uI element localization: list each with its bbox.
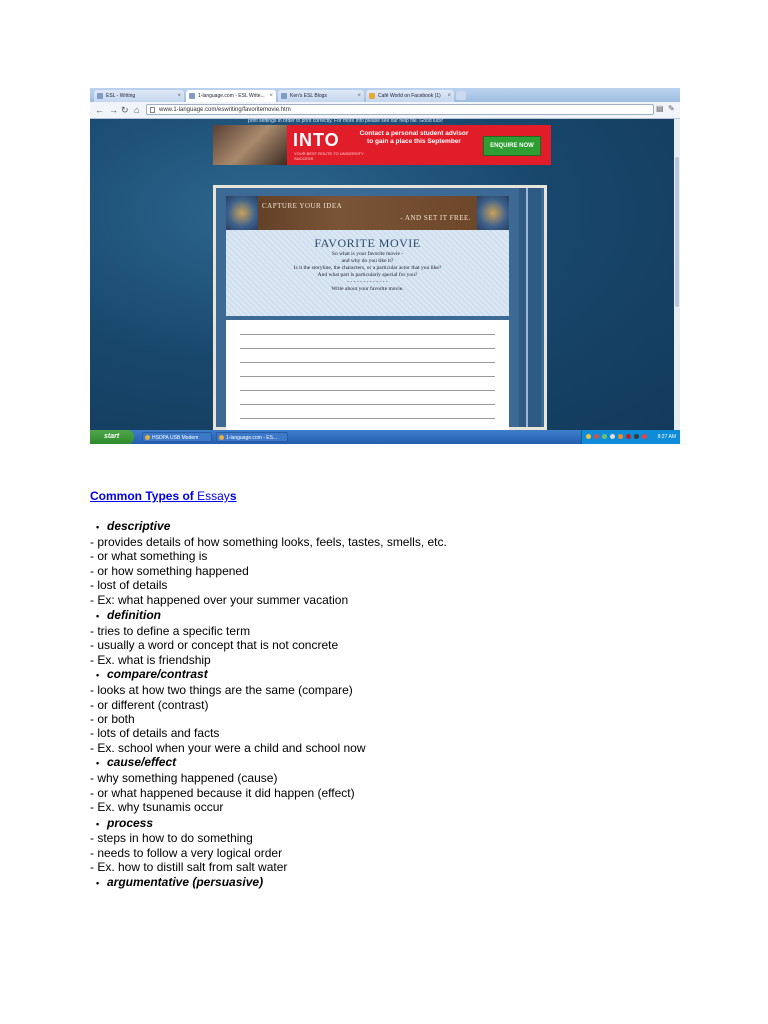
vertical-scrollbar[interactable] (674, 119, 680, 430)
ruled-line (240, 376, 495, 377)
windows-taskbar (90, 430, 680, 444)
page-favicon-icon (97, 93, 103, 99)
detail-line: - looks at how two things are the same (compare) (90, 683, 353, 697)
browser-tab[interactable] (278, 90, 364, 102)
tray-icon[interactable] (610, 434, 615, 439)
essay-type-title: descriptive (107, 519, 171, 533)
close-tab-icon[interactable]: × (177, 93, 181, 99)
essay-type-title: argumentative (persuasive) (107, 875, 264, 889)
essay-type-title: process (107, 816, 154, 830)
essay-type-process (96, 816, 153, 831)
print-notice: print settings in order to print correctly. For more info please see our help file. Good luck! (248, 118, 444, 124)
tab-label: 1-language.com - ESL Write... (198, 93, 265, 99)
essay-type-title: definition (107, 608, 161, 622)
detail-line: - tries to define a specific term (90, 624, 251, 638)
ruled-line (240, 334, 495, 335)
tray-icon[interactable] (602, 434, 607, 439)
ad-photo (213, 125, 287, 165)
tray-icon[interactable] (586, 434, 591, 439)
bullet-icon: • (96, 878, 100, 888)
bullet-icon: • (96, 758, 100, 768)
detail-line: - Ex: what happened over your summer vacation (90, 593, 349, 607)
detail-line: - or what happened because it did happen (effect) (90, 786, 355, 800)
browser-tab-active[interactable] (186, 90, 276, 102)
page-favicon-icon (281, 93, 287, 99)
browser-toolbar (90, 102, 680, 119)
detail-line: - Ex. why tsunamis occur (90, 800, 224, 814)
capture-line-2: - AND SET IT FREE. (400, 214, 471, 222)
ruled-line (240, 418, 495, 419)
forward-arrow-icon[interactable]: → (109, 105, 118, 115)
bullet-icon: • (96, 670, 100, 680)
tray-icon[interactable] (634, 434, 639, 439)
side-rod (526, 188, 528, 427)
detail-line: - or different (contrast) (90, 698, 209, 712)
essay-type-title: compare/contrast (107, 667, 208, 681)
detail-line: - needs to follow a very logical order (90, 846, 283, 860)
advertisement-banner[interactable] (213, 125, 551, 165)
prompt-line: Is it the storyline, the characters, or a particular actor that you like? (293, 265, 442, 271)
detail-line: - Ex. what is friendship (90, 653, 211, 667)
detail-line: - or both (90, 712, 135, 726)
close-tab-icon[interactable]: × (269, 93, 273, 99)
home-icon[interactable]: ⌂ (134, 105, 140, 115)
globe-icon (145, 435, 150, 440)
taskbar-item-label: HSDPA USB Modem (152, 435, 199, 441)
essay-type-compare-contrast (96, 667, 208, 682)
close-tab-icon[interactable]: × (447, 93, 451, 99)
ruled-line (240, 348, 495, 349)
essay-type-cause-effect (96, 755, 176, 770)
tab-label: Café World on Facebook (1) (378, 93, 441, 99)
prompt-line: Write about your favorite movie. (331, 286, 404, 292)
taskbar-item[interactable] (216, 432, 288, 442)
writing-frame (213, 185, 547, 430)
prompt-line: And what part is particularly special for you? (317, 272, 418, 278)
essay-type-descriptive (96, 519, 170, 534)
close-tab-icon[interactable]: × (357, 93, 361, 99)
detail-line: - Ex. school when your were a child and school now (90, 741, 366, 755)
capture-line-1: CAPTURE YOUR IDEA (262, 202, 343, 210)
essay-type-definition (96, 608, 161, 623)
tray-icon[interactable] (626, 434, 631, 439)
reload-icon[interactable]: ↻ (121, 105, 129, 115)
prompt-card (226, 230, 509, 316)
detail-line: - provides details of how something looks, feels, tastes, smells, etc. (90, 535, 447, 549)
enquire-now-button[interactable]: ENQUIRE NOW (483, 136, 541, 156)
detail-line: - or what something is (90, 549, 208, 563)
browser-tab-bar (90, 88, 680, 102)
prompt-line: So what is your favorite movie - (331, 251, 404, 257)
browser-tab[interactable] (366, 90, 454, 102)
detail-line: - Ex. how to distill salt from salt water (90, 860, 288, 874)
detail-line: - lots of details and facts (90, 726, 220, 740)
common-types-link[interactable]: Common Types of (90, 489, 198, 503)
scrollbar-thumb[interactable] (675, 157, 679, 307)
tab-label: Ken's ESL Blogs (290, 93, 327, 99)
ad-tagline: YOUR BEST ROUTE TO UNIVERSITY SUCCESS (294, 151, 364, 161)
ruled-line (240, 404, 495, 405)
bullet-icon: • (96, 522, 100, 532)
ruled-line (240, 390, 495, 391)
essay-link[interactable]: Essay (197, 489, 230, 503)
back-arrow-icon[interactable]: ← (95, 105, 104, 115)
page-icon (150, 107, 155, 113)
tray-icon[interactable] (642, 434, 647, 439)
essays-suffix-link[interactable]: s (229, 489, 237, 503)
taskbar-item-label: 1-language.com - ES... (226, 435, 278, 441)
detail-line: - steps in how to do something (90, 831, 253, 845)
essay-type-argumentative (96, 875, 263, 890)
ad-brand: INTO (293, 130, 340, 150)
start-button[interactable]: start (90, 430, 134, 444)
browser-tab[interactable] (94, 90, 184, 102)
ad-message: Contact a personal student advisor to gain a place this September (359, 130, 469, 145)
capture-banner (226, 196, 509, 230)
embedded-browser-screenshot (90, 88, 680, 444)
ornament-image (477, 196, 509, 230)
prompt-line: - - - - - - - - - - - - - (347, 279, 388, 285)
detail-line: - usually a word or concept that is not concrete (90, 638, 339, 652)
bullet-icon: • (96, 819, 100, 829)
ornament-image (226, 196, 258, 230)
bullet-icon: • (96, 611, 100, 621)
system-tray (581, 430, 680, 444)
taskbar-clock: 8:27 AM (657, 434, 676, 440)
browser-icon (219, 435, 224, 440)
new-tab-button[interactable] (456, 91, 466, 100)
prompt-title: FAVORITE MOVIE (314, 236, 421, 250)
detail-line: - lost of details (90, 578, 168, 592)
prompt-line: and why do you like it? (341, 258, 394, 264)
section-heading (90, 489, 237, 503)
page-favicon-icon (369, 93, 375, 99)
tray-icon[interactable] (594, 434, 599, 439)
writing-area[interactable] (226, 320, 509, 430)
side-border (519, 188, 541, 427)
tray-icon[interactable] (618, 434, 623, 439)
page-menu-icon[interactable]: ▤ (656, 104, 664, 113)
essay-type-title: cause/effect (107, 755, 177, 769)
address-bar[interactable] (146, 104, 654, 115)
tab-label: ESL - Writing (106, 93, 136, 99)
taskbar-item[interactable] (142, 432, 212, 442)
detail-line: - why something happened (cause) (90, 771, 278, 785)
ruled-line (240, 362, 495, 363)
address-text: www.1-language.com/eswriting/favoritemovie.htm (159, 107, 291, 113)
page-favicon-icon (189, 93, 195, 99)
wrench-icon[interactable]: ✎ (668, 104, 675, 113)
detail-line: - or how something happened (90, 564, 249, 578)
